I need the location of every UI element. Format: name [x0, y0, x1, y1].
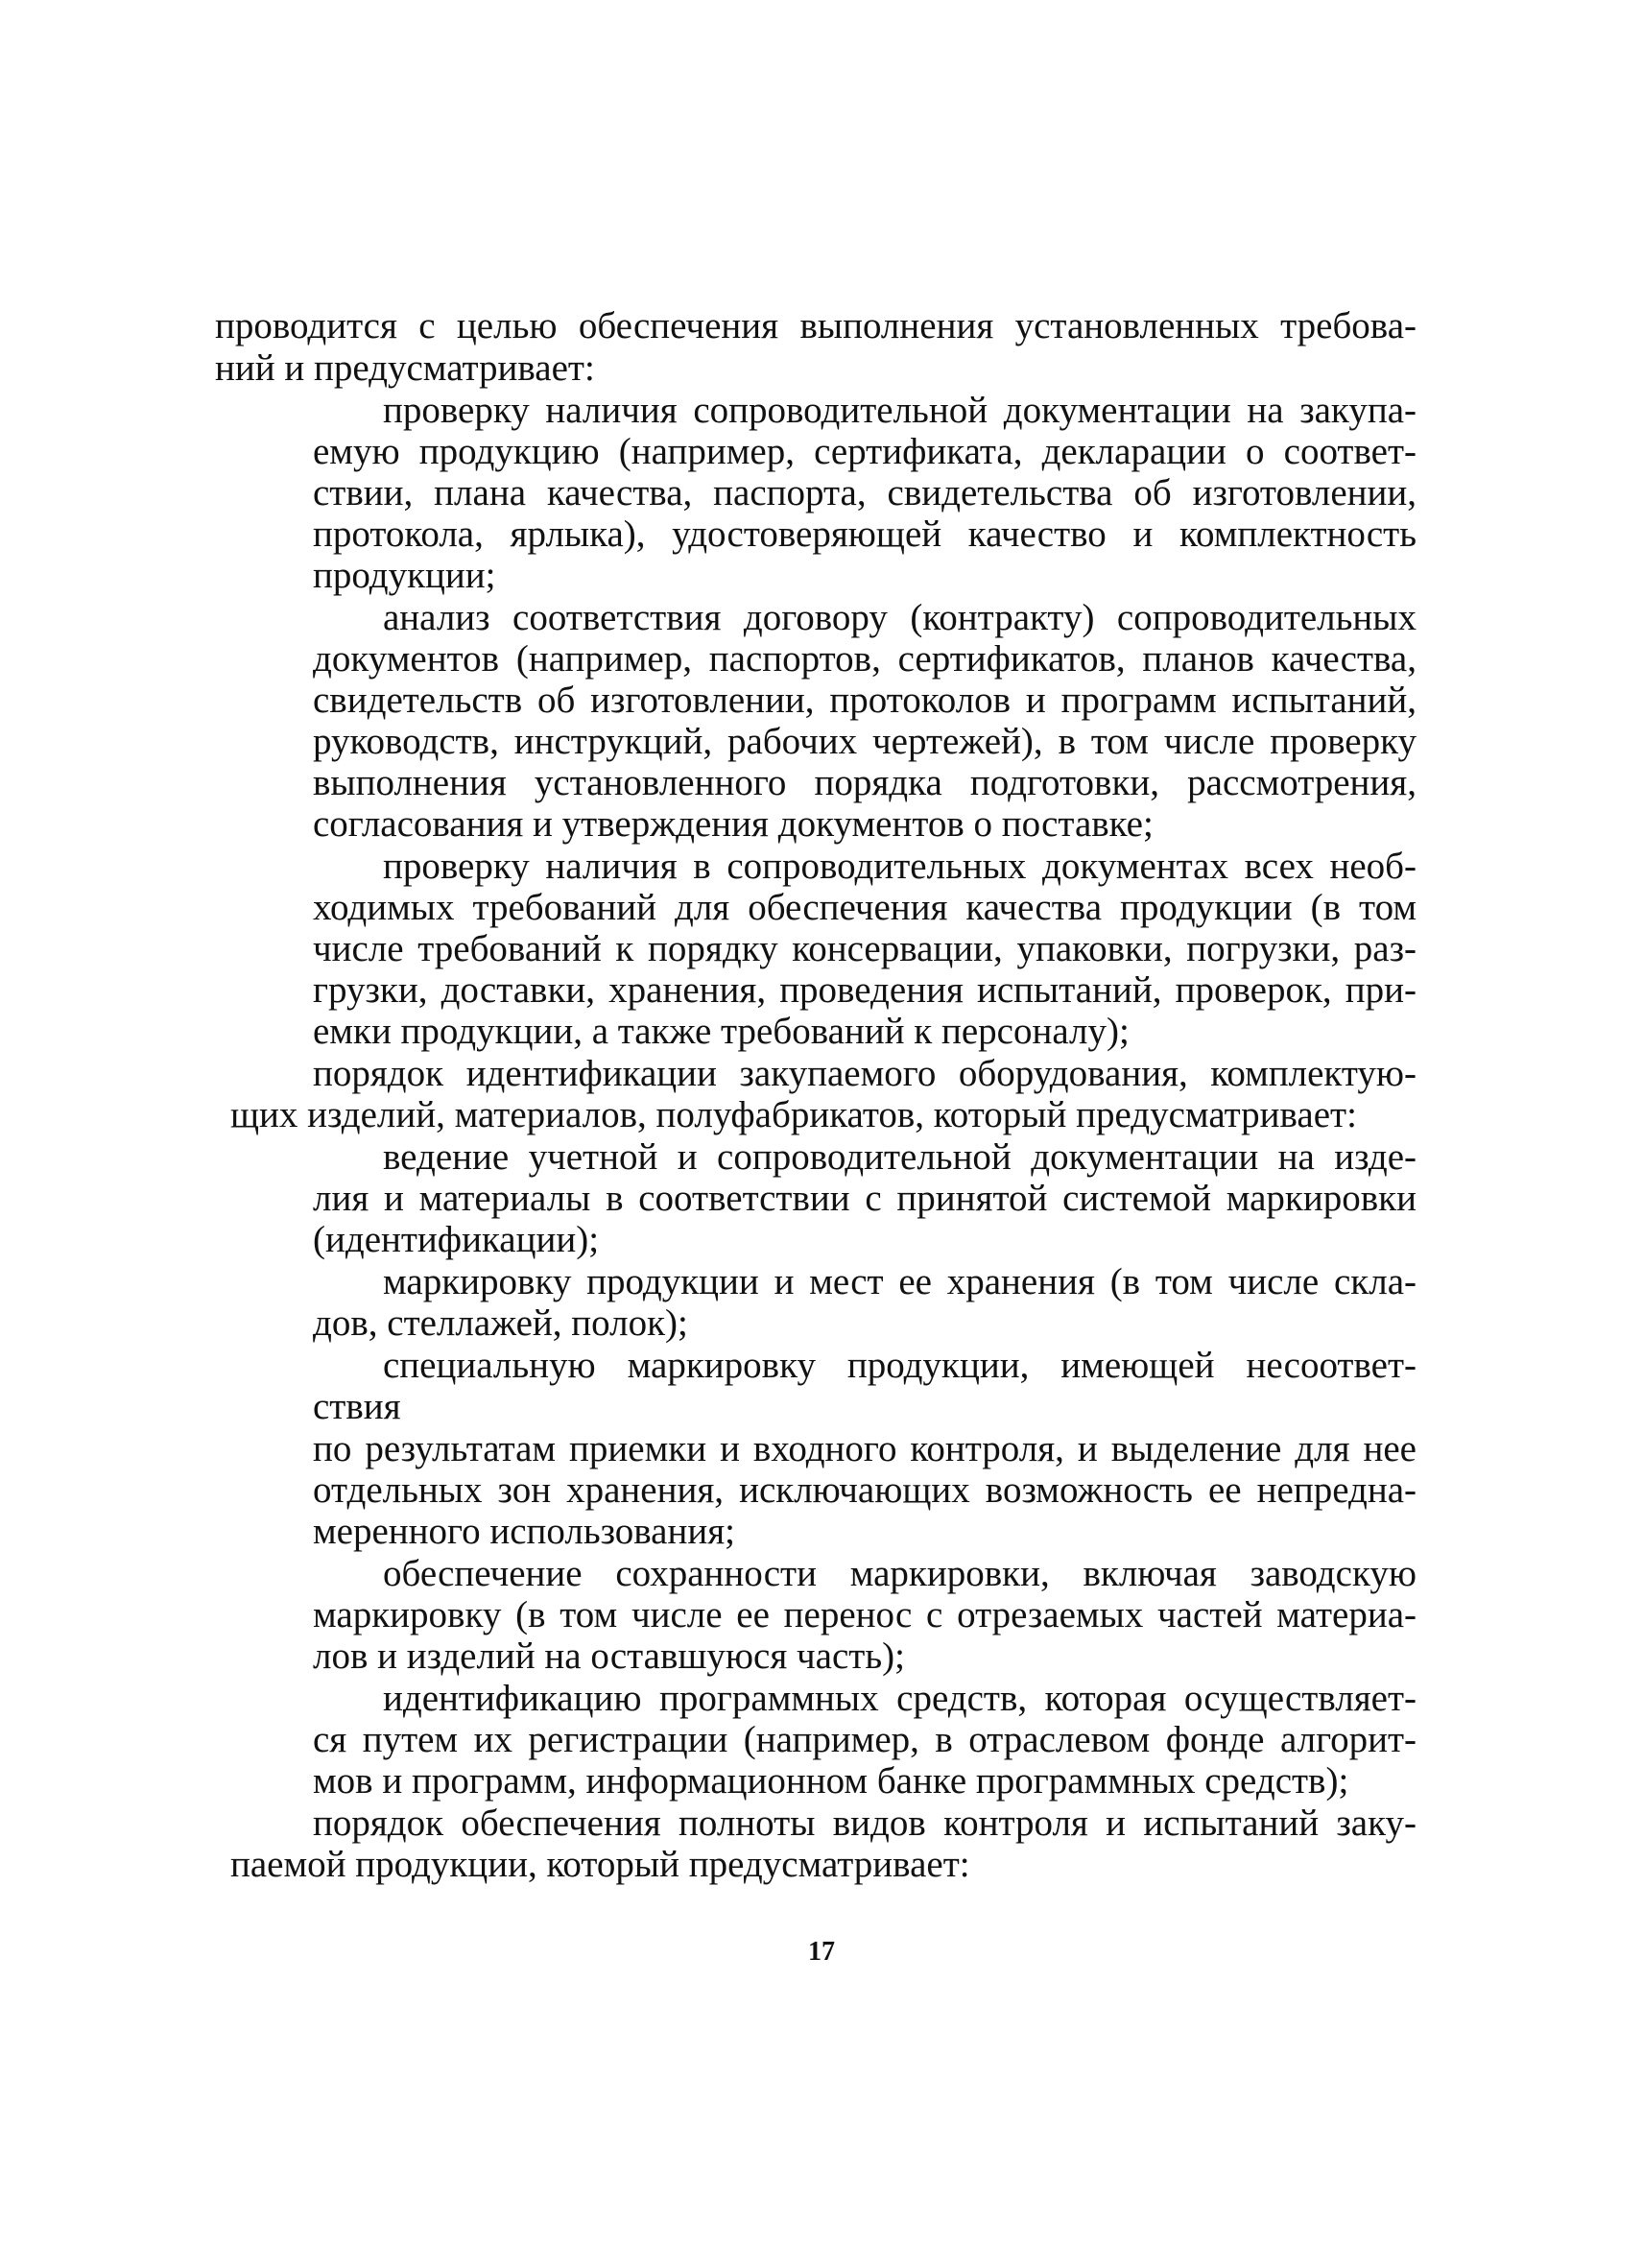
text-line: паемой продукции, который предусматривает: [230, 1844, 970, 1885]
text-line: ведение учетной и сопроводительной документации на изде- [383, 1136, 1417, 1178]
text-line: мов и программ, информационном банке программных средств); [313, 1760, 1349, 1802]
text-line: маркировку продукции и мест ее хранения (в том числе скла- [383, 1261, 1417, 1302]
text-line: дов, стеллажей, полок); [313, 1302, 688, 1344]
text-line: проверку наличия в сопроводительных документах всех необ- [383, 846, 1417, 887]
text-line: меренного использования; [313, 1511, 736, 1552]
text-line: выполнения установленного порядка подготовки, рассмотрения, [313, 762, 1417, 803]
text-line: обеспечение сохранности маркировки, включая заводскую [383, 1553, 1417, 1594]
text-line: ходимых требований для обеспечения качества продукции (в том [313, 887, 1417, 928]
text-line: отдельных зон хранения, исключающих возможность ее непредна- [313, 1469, 1417, 1511]
text-line: порядок обеспечения полноты видов контроля и испытаний заку- [313, 1802, 1417, 1844]
text-line: ся путем их регистрации (например, в отраслевом фонде алгорит- [313, 1719, 1417, 1760]
text-line: ствии, плана качества, паспорта, свидетельства об изготовлении, [313, 472, 1417, 513]
text-line: анализ соответствия договору (контракту) сопроводительных [383, 597, 1417, 638]
page-number: 17 [808, 1937, 835, 1967]
text-line: продукции; [313, 555, 496, 596]
text-line: специальную маркировку продукции, имеющей несоответ- [383, 1345, 1417, 1386]
text-line: руководств, инструкций, рабочих чертежей), в том числе проверку [313, 721, 1417, 762]
text-line: идентификацию программных средств, которая осуществляет- [383, 1678, 1417, 1719]
text-line: порядок идентификации закупаемого оборудования, комплектую- [313, 1053, 1417, 1094]
text-line: ствия [313, 1386, 401, 1427]
text-line: по результатам приемки и входного контроля, и выделение для нее [313, 1428, 1417, 1469]
text-line: свидетельств об изготовлении, протоколов и программ испытаний, [313, 680, 1417, 721]
text-line: (идентификации); [313, 1219, 600, 1260]
text-line: ний и предусматривает: [215, 347, 595, 389]
text-line: емую продукцию (например, сертификата, декларации о соответ- [313, 431, 1417, 472]
text-line: лов и изделий на оставшуюся часть); [313, 1635, 905, 1677]
text-line: проводится с целью обеспечения выполнения установленных требова- [215, 305, 1417, 346]
text-line: емки продукции, а также требований к персоналу); [313, 1011, 1130, 1052]
text-line: числе требований к порядку консервации, упаковки, погрузки, раз- [313, 928, 1417, 969]
text-line: проверку наличия сопроводительной документации на закупа- [383, 390, 1417, 431]
text-line: маркировку (в том числе ее перенос с отрезаемых частей материа- [313, 1594, 1417, 1635]
text-line: лия и материалы в соответствии с принятой системой маркировки [313, 1178, 1417, 1219]
text-line: грузки, доставки, хранения, проведения испытаний, проверок, при- [313, 969, 1417, 1011]
text-line: согласования и утверждения документов о поставке; [313, 803, 1154, 845]
text-line: протокола, ярлыка), удостоверяющей качество и комплектность [313, 513, 1417, 555]
text-line: документов (например, паспортов, сертификатов, планов качества, [313, 638, 1417, 680]
text-line: щих изделий, материалов, полуфабрикатов, который предусматривает: [230, 1094, 1357, 1135]
